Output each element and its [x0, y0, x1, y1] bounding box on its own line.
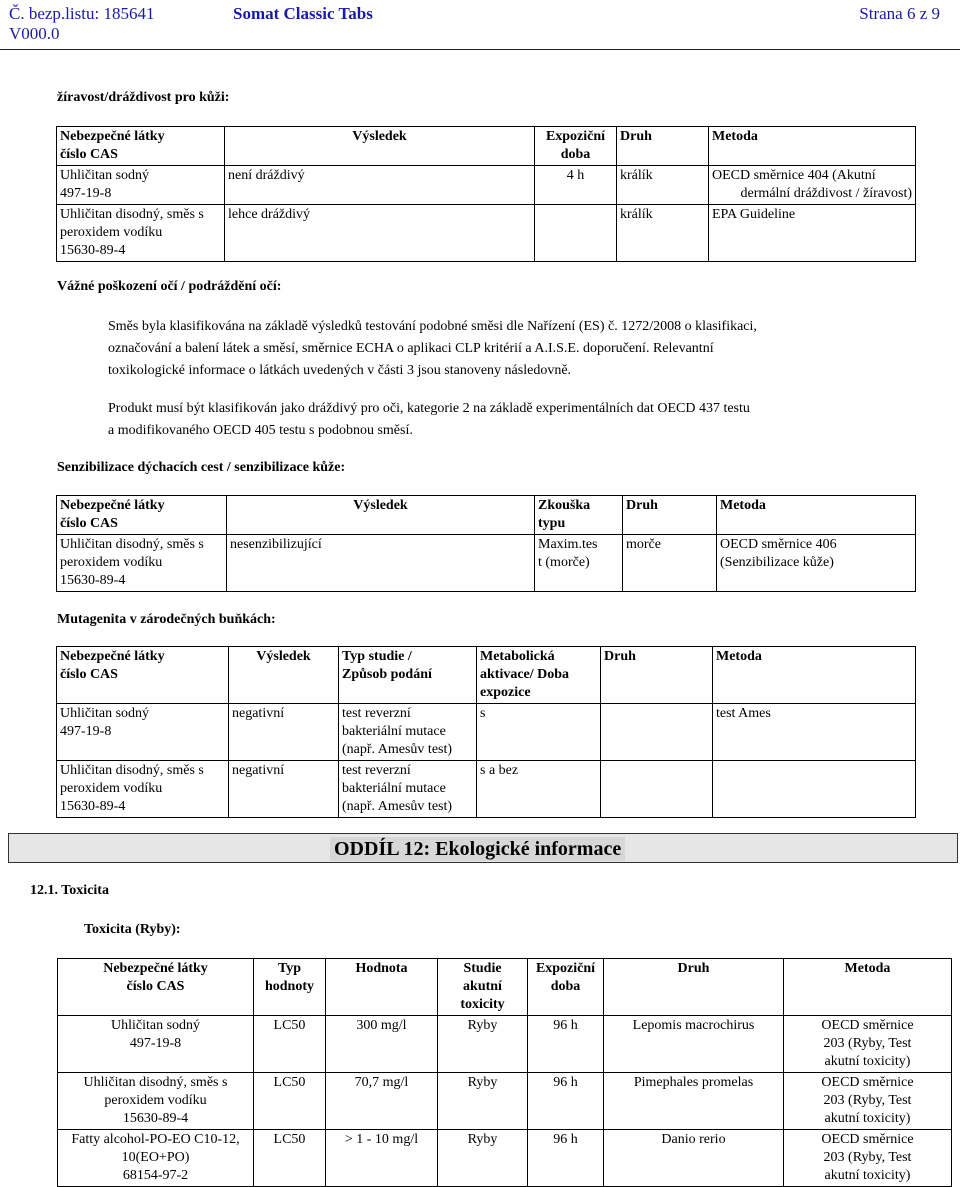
fish-toxicity-heading: Toxicita (Ryby): — [84, 922, 181, 937]
header-sheet-info — [9, 4, 154, 44]
eye-paragraph-2: Produkt musí být klasifikován jako dráždivý pro oči, kategorie 2 na základě experimentálních dat OECD 437 testu a modifikovaného OECD 405 testu s podobnou směsí. — [108, 401, 750, 438]
table-row: Uhličitan disodný, směs s peroxidem vodíku 15630-89-4 nesenzibilizující Maxim.tes t (morče) morče OECD směrnice 406 (Senzibilizace kůže) — [57, 535, 916, 592]
sens-heading: Senzibilizace dýchacích cest / senzibilizace kůže: — [57, 460, 346, 475]
header-divider — [0, 49, 960, 50]
table-header-row: Nebezpečné látky číslo CAS Výsledek Zkouška typu Druh Metoda — [57, 496, 916, 535]
table-header-row: Nebezpečné látky číslo CAS Výsledek Typ studie / Způsob podání Metabolická aktivace/ Doba expozice Druh Metoda — [57, 647, 916, 704]
fish-toxicity-table — [57, 958, 952, 1187]
table-row: Uhličitan disodný, směs s peroxidem vodíku 15630-89-4 lehce dráždivý králík EPA Guideline — [57, 205, 916, 262]
version: V000.0 — [9, 24, 60, 43]
toxicity-subheading: 12.1. Toxicita — [30, 883, 109, 898]
eye-heading: Vážné poškození očí / podráždění očí: — [57, 279, 282, 294]
product-name: Somat Classic Tabs — [233, 4, 373, 23]
sheet-number: Č. bezp.listu: 185641 — [9, 4, 155, 23]
table-header-row: Nebezpečné látky číslo CAS Typ hodnoty Hodnota Studie akutní toxicity Expoziční doba Druh Metoda — [58, 959, 952, 1016]
table-row: Uhličitan disodný, směs s peroxidem vodíku 15630-89-4 negativní test reverzní bakteriální mutace (např. Amesův test) s a bez — [57, 761, 916, 818]
sens-table — [56, 495, 916, 592]
muta-table — [56, 646, 916, 818]
table-row: Uhličitan sodný 497-19-8 LC50 300 mg/l Ryby 96 h Lepomis macrochirus OECD směrnice 203 (Ryby, Test akutní toxicity) — [58, 1016, 952, 1073]
table-row: Uhličitan sodný 497-19-8 negativní test reverzní bakteriální mutace (např. Amesův test) s test Ames — [57, 704, 916, 761]
muta-heading: Mutagenita v zárodečných buňkách: — [57, 612, 276, 627]
page-number: Strana 6 z 9 — [859, 4, 940, 23]
section-12-title: ODDÍL 12: Ekologické informace — [330, 837, 625, 861]
eye-paragraph-1: Směs byla klasifikována na základě výsledků testování podobné směsi dle Nařízení (ES) č. 1272/2008 o klasifikaci, označování a balení látek a směsí, směrnice ECHA o aplikaci CLP kritérií a A.I.S.E. doporučení. Relevantní toxikologické informace o látkách uvedených v části 3 jsou stanoveny následovně. — [108, 319, 757, 378]
skin-table — [56, 126, 916, 262]
table-row: Uhličitan disodný, směs s peroxidem vodíku 15630-89-4 LC50 70,7 mg/l Ryby 96 h Pimephales promelas OECD směrnice 203 (Ryby, Test akutní toxicity) — [58, 1073, 952, 1130]
table-row: Fatty alcohol-PO-EO C10-12, 10(EO+PO) 68154-97-2 LC50 > 1 - 10 mg/l Ryby 96 h Danio rerio OECD směrnice 203 (Ryby, Test akutní toxicity) — [58, 1130, 952, 1187]
skin-heading: žíravost/dráždivost pro kůži: — [57, 90, 230, 105]
table-header-row: Nebezpečné látky číslo CAS Výsledek Expoziční doba Druh Metoda — [57, 127, 916, 166]
table-row: Uhličitan sodný 497-19-8 není dráždivý 4 h králík OECD směrnice 404 (Akutní dermální dráždivost / žíravost) — [57, 166, 916, 205]
